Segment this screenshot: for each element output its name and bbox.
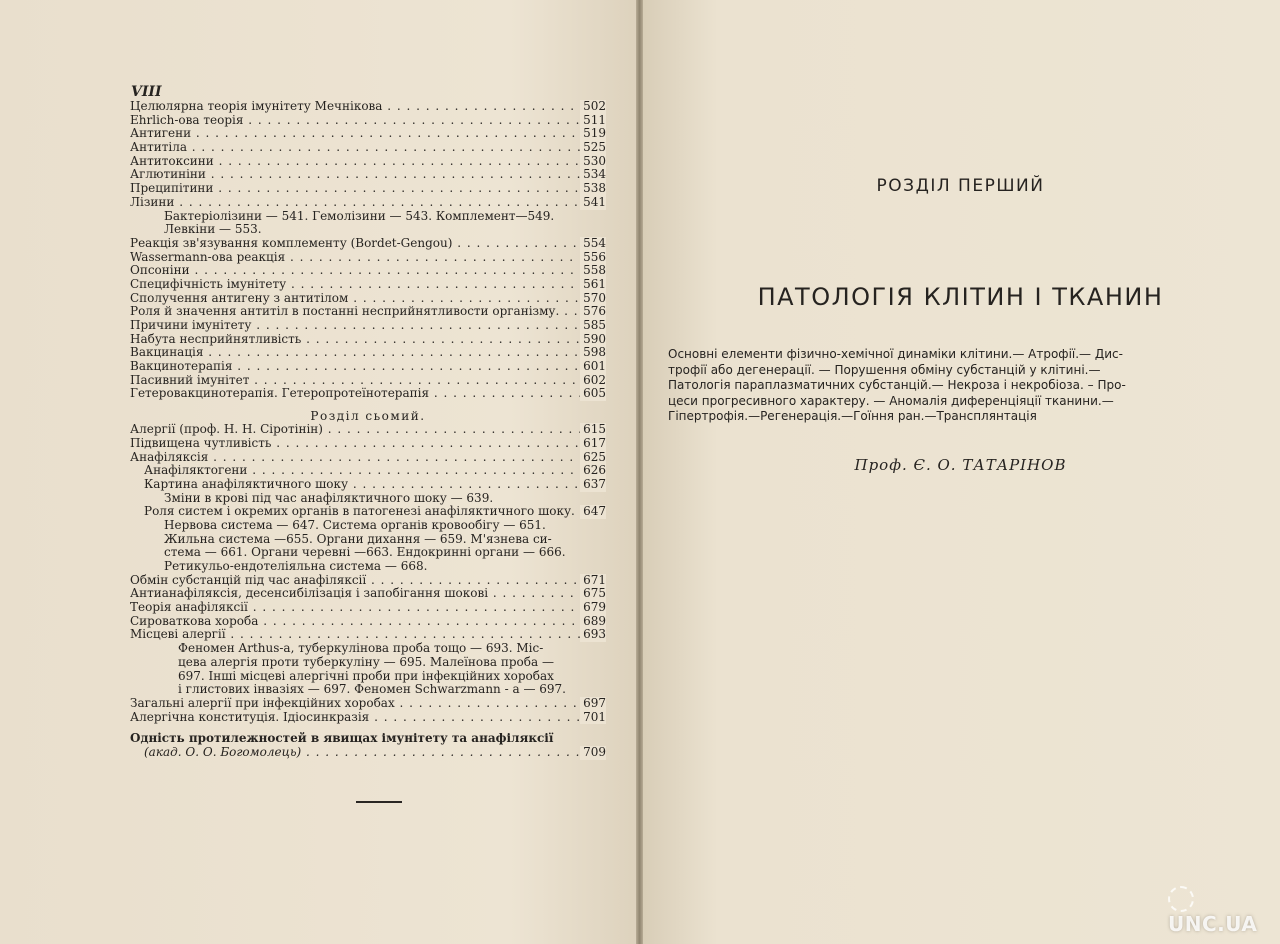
toc-entry-title: Картина анафіляктичного шоку . . . (144, 478, 606, 491)
toc-entry (130, 505, 606, 519)
abstract-line: цеси прогресивного характеру. — Аномалія диференціяції тканини.— (668, 393, 1114, 408)
toc-entry-title: Жильна система —655. Органи дихання — 659. М'язнева си- (164, 532, 552, 546)
toc-entry (130, 251, 606, 265)
toc-block-a (130, 100, 606, 401)
toc-entry (130, 615, 606, 629)
toc-final-title: Однiсть протилежностей в явищах імунітету та анафіляксії (130, 732, 554, 746)
toc-entry (130, 127, 606, 141)
toc-entry-title: Теорія анафіляксії . . . (130, 601, 606, 614)
toc-entry (130, 196, 606, 210)
toc-entry-page: 570 (580, 292, 606, 306)
toc-entry-title: Підвищена чутливість . . . (130, 437, 606, 450)
toc-entry-title: Левкіни — 553. (164, 223, 262, 237)
toc-entry-title: Антитіла . . . (130, 141, 606, 154)
toc-entry (130, 697, 606, 711)
toc-entry (130, 292, 606, 306)
toc-entry-title: Антигени . . . (130, 127, 606, 140)
toc-entry-title: Обмін субстанцій під час анафіляксії . . . (130, 574, 606, 587)
abstract-line: трофії або дегенерації. — Порушення обміну субстанцій у клітині.— (668, 362, 1101, 377)
toc-entry-page: 525 (580, 141, 606, 155)
toc-entry-title: Набута несприйнятливість . . . (130, 333, 606, 346)
chapter-author: Проф. Є. О. ТАТАРІНОВ (854, 456, 1067, 474)
toc-entry (130, 210, 606, 224)
toc-entry-page: 601 (580, 360, 606, 374)
toc-entry (130, 492, 606, 506)
toc-entry-title: цева алергія проти туберкуліну — 695. Малеїнова проба — (178, 655, 554, 669)
toc-entry-page: 598 (580, 346, 606, 360)
abstract-line: Гіпертрофія.—Регенерація.—Гоїння ран.—Трансплянтація (668, 409, 1037, 423)
watermark (1168, 885, 1280, 936)
toc-entry (130, 346, 606, 360)
toc-entry-page: 617 (580, 437, 606, 451)
toc-entry-page: 637 (580, 478, 606, 492)
toc-entry-title: стема — 661. Органи черевні —663. Ендокринні органи — 666. (164, 546, 566, 560)
toc-entry-title: Місцеві алергії . . . (130, 628, 606, 641)
toc-entry-page: 541 (580, 196, 606, 210)
toc-entry-page: 701 (580, 711, 606, 725)
toc-entry-page: 605 (580, 387, 606, 401)
toc-entry-page: 561 (580, 278, 606, 292)
chapter-title: ПАТОЛОГІЯ КЛІТИН І ТКАНИН (757, 283, 1164, 311)
toc-entry-title: Анафіляктогени . . . (144, 464, 606, 477)
toc-entry-title: Феномен Arthus-a, туберкулінова проба тощо — 693. Міс- (178, 642, 544, 656)
toc-entry-title: Опсоніни . . . (130, 264, 606, 277)
toc-entry-page: 625 (580, 451, 606, 465)
toc-entry-page: 538 (580, 182, 606, 196)
toc-entry-title: Антитоксини . . . (130, 155, 606, 168)
toc-entry (130, 423, 606, 437)
toc-entry-page: 689 (580, 615, 606, 629)
toc-entry (130, 387, 606, 401)
toc-entry (130, 711, 606, 725)
toc-entry-title: Ehrlich-ова теорія . . . (130, 114, 606, 127)
toc-entry (130, 182, 606, 196)
toc-entry (130, 168, 606, 182)
toc-entry-title: Пасивний імунітет . . . (130, 374, 606, 387)
toc-entry-title: і глистових інвазіях — 697. Феномен Schwarzmann - а — 697. (178, 683, 566, 697)
toc-entry-page: 556 (580, 251, 606, 265)
toc-entry-page: 693 (580, 628, 606, 642)
toc-entry-page: 519 (580, 127, 606, 141)
toc-entry-title: Лізини . . . (130, 196, 606, 209)
toc-entry (130, 464, 606, 478)
toc-entry-page: 675 (580, 587, 606, 601)
toc-entry-page: 585 (580, 319, 606, 333)
toc-entry (130, 374, 606, 388)
toc-entry (130, 533, 606, 547)
end-rule (356, 801, 402, 803)
toc-entry-title: Аглютиніни . . . (130, 168, 606, 181)
toc-entry-title: Wassermann-ова реакція . . . (130, 251, 606, 264)
toc-entry (130, 628, 606, 642)
toc-entry-page: 626 (580, 464, 606, 478)
toc-entry-title: Реакція зв'язування комплементу (Bordet-Gengou) . . . (130, 237, 606, 250)
toc-entry-page: 558 (580, 264, 606, 278)
toc-entry-title: Алергічна конституція. Ідіосинкразія . . . (130, 711, 606, 724)
toc-entry (130, 237, 606, 251)
watermark-text: UNC.UA (1168, 911, 1258, 936)
toc-entry-title: Сполучення антигену з антитілом . . . (130, 292, 606, 305)
toc-entry (130, 278, 606, 292)
toc-entry (130, 670, 606, 684)
chapter-abstract (668, 347, 1128, 425)
toc-entry-page: 602 (580, 374, 606, 388)
toc-entry (130, 451, 606, 465)
toc-entry (130, 100, 606, 114)
toc-entry-title: Вакцинація . . . (130, 346, 606, 359)
toc-entry-page: 530 (580, 155, 606, 169)
toc-entry (130, 587, 606, 601)
toc-entry (130, 437, 606, 451)
toc-entry (130, 546, 606, 560)
section-heading: Розділ сьомий. (310, 409, 426, 424)
toc-entry-title: Бактеріолізини — 541. Гемолізини — 543. Комплемент—549. (164, 209, 555, 223)
toc-entry (130, 601, 606, 615)
toc-entry (130, 264, 606, 278)
toc-entry-title: Вакцинотерапія . . . (130, 360, 606, 373)
sun-logo-icon (1168, 886, 1194, 912)
toc-entry-title: Алергії (проф. Н. Н. Сіротінін) . . . (130, 423, 606, 436)
toc-entry-page: 647 (580, 505, 606, 519)
toc-entry-title: Причини імунітету . . . (130, 319, 606, 332)
page-number: VIII (131, 84, 162, 100)
toc-entry-page: 511 (580, 114, 606, 128)
toc-entry (130, 519, 606, 533)
toc-entry (130, 478, 606, 492)
toc-entry-page: 576 (580, 305, 606, 319)
toc-final-entry (130, 732, 606, 746)
toc-entry-title: Целюлярна теорія імунітету Мечнікова . . . (130, 100, 606, 113)
abstract-line: Основні елементи фізично-хемічної динаміки клітини.— Атрофії.— Дис- (668, 347, 1123, 361)
toc-entry (130, 141, 606, 155)
toc-entry-title: Антианафіляксія, десенсибілізація і запобігання шокові . . . (130, 587, 606, 600)
toc-entry-title: Зміни в крові під час анафіляктичного шоку — 639. (164, 491, 494, 505)
toc-entry-page: 615 (580, 423, 606, 437)
toc-entry (130, 155, 606, 169)
toc-entry (130, 574, 606, 588)
toc-entry (130, 319, 606, 333)
toc-entry-title: Роля й значення антитіл в постанні несприйнятливости організму. . . . (130, 305, 606, 318)
toc-entry-title: Ретикульо-ендотеліяльна система — 668. (164, 560, 428, 573)
toc-final-author-line (130, 746, 606, 760)
toc-entry-page: 671 (580, 574, 606, 588)
toc-entry-page: 502 (580, 100, 606, 114)
toc-entry (130, 114, 606, 128)
toc-entry-title: Загальні алергії при інфекційних хоробах . . . (130, 697, 606, 710)
toc-entry-page: 697 (580, 697, 606, 711)
toc-entry (130, 333, 606, 347)
toc-entry-title: Нервова система — 647. Система органів кровообігу — 651. (164, 518, 546, 532)
chapter-section: РОЗДІЛ ПЕРШИЙ (876, 176, 1045, 196)
toc-entry (130, 223, 606, 237)
toc-entry-page: 534 (580, 168, 606, 182)
toc-entry-title: Специфічність імунітету . . . (130, 278, 606, 291)
toc-entry-title: 697. Інші місцеві алергічні проби при інфекційних хоробах (178, 669, 554, 683)
toc-entry (130, 642, 606, 656)
table-of-contents (130, 100, 606, 760)
toc-entry (130, 360, 606, 374)
toc-entry-page: 679 (580, 601, 606, 615)
abstract-line: Патологія параплазматичних субстанцій.— Некроза і некробіоза. – Про- (668, 378, 1126, 392)
toc-entry-title: Гетеровакцинотерапія. Гетеропротеїнотерапія . . . (130, 387, 606, 400)
toc-entry-title: Роля систем і окремих органів в патогенезі анафіляктичного шоку. . . . (144, 505, 606, 518)
toc-final-author: (акад. О. О. Богомолець) . . . (144, 746, 606, 759)
toc-entry (130, 683, 606, 697)
toc-final-page: 709 (580, 746, 606, 760)
toc-entry (130, 656, 606, 670)
toc-entry-title: Сироваткова хороба . . . (130, 615, 606, 628)
toc-entry-page: 554 (580, 237, 606, 251)
toc-entry-title: Анафіляксія . . . (130, 451, 606, 464)
toc-block-b (130, 423, 606, 724)
toc-entry-page: 590 (580, 333, 606, 347)
toc-entry (130, 305, 606, 319)
toc-entry (130, 560, 606, 574)
toc-entry-title: Преципітини . . . (130, 182, 606, 195)
